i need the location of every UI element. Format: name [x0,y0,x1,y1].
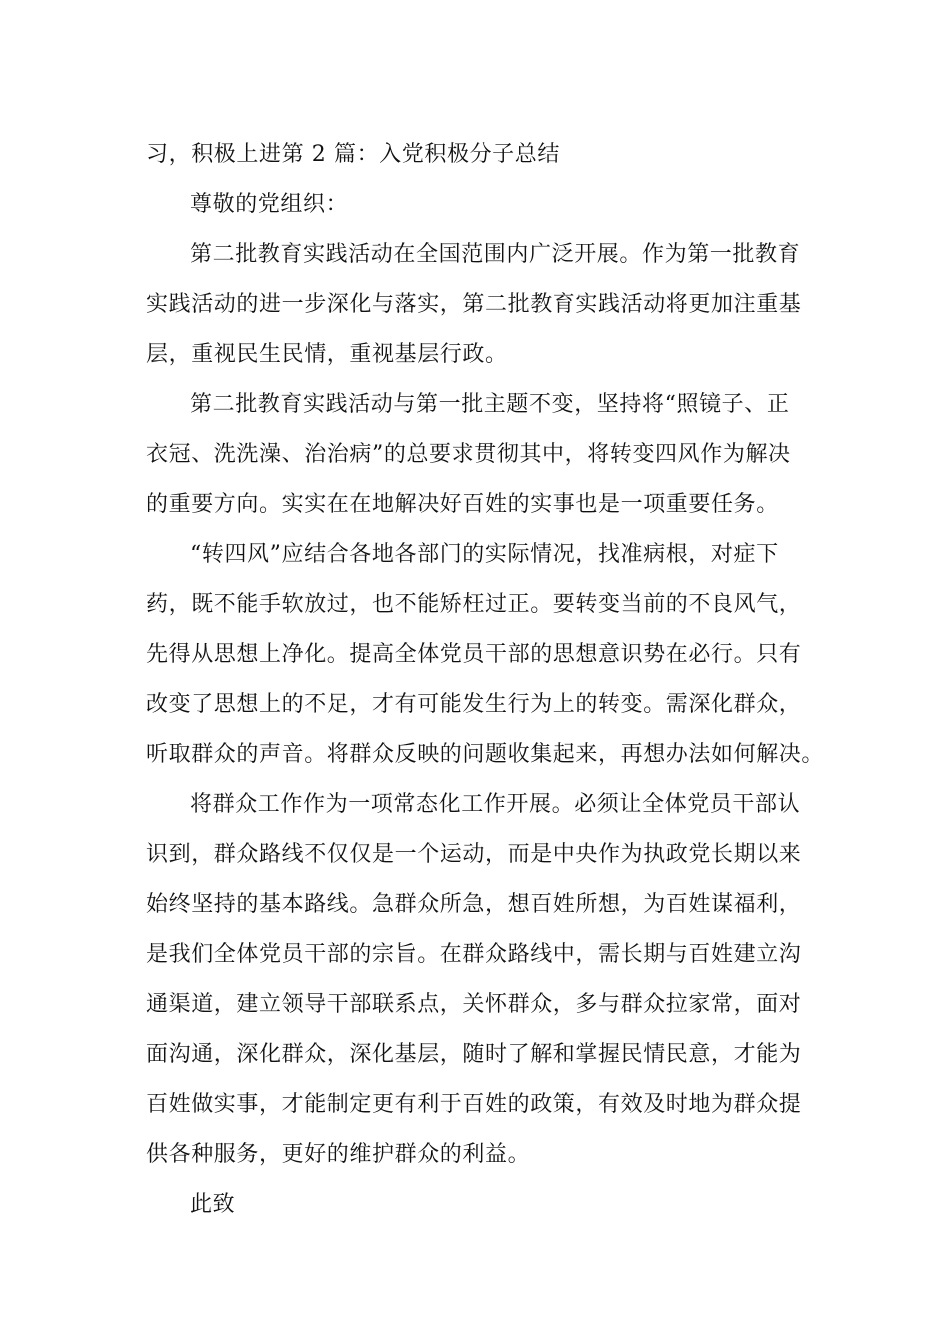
paragraph-3-line-4: 改变了思想上的不足，才有可能发生行为上的转变。需深化群众， [146,692,802,717]
paragraph-3-line-3: 先得从思想上净化。提高全体党员干部的思想意识势在必行。只有 [146,642,802,667]
paragraph-4-line-2: 识到，群众路线不仅仅是一个运动，而是中央作为执政党长期以来 [146,842,802,867]
paragraph-4-line-8: 供各种服务，更好的维护群众的利益。 [146,1142,531,1167]
paragraph-4-line-5: 通渠道，建立领导干部联系点，关怀群众，多与群众拉家常，面对 [146,992,802,1017]
paragraph-4-line-3: 始终坚持的基本路线。急群众所急，想百姓所想，为百姓谋福利， [146,892,802,917]
paragraph-1-line-2: 实践活动的进一步深化与落实，第二批教育实践活动将更加注重基 [146,292,802,317]
paragraph-1-line-1: 第二批教育实践活动在全国范围内广泛开展。作为第一批教育 [190,242,801,267]
paragraph-4-line-4: 是我们全体党员干部的宗旨。在群众路线中，需长期与百姓建立沟 [146,942,802,967]
paragraph-2-line-3: 的重要方向。实实在在地解决好百姓的实事也是一项重要任务。 [146,492,779,517]
paragraph-3-line-5: 听取群众的声音。将群众反映的问题收集起来，再想办法如何解决。 [146,742,825,767]
document-body [146,130,825,1230]
paragraph-3-line-1: “转四风”应结合各地各部门的实际情况，找准病根，对症下 [190,542,779,567]
paragraph-2-line-2: 衣冠、洗洗澡、治治病”的总要求贯彻其中，将转变四风作为解决 [146,442,791,467]
paragraph-4-line-1: 将群众工作作为一项常态化工作开展。必须让全体党员干部认 [190,792,801,817]
paragraph-2-line-1: 第二批教育实践活动与第一批主题不变，坚持将“照镜子、正 [190,392,790,417]
closing-line: 此致 [190,1192,236,1217]
paragraph-3-line-2: 药，既不能手软放过，也不能矫枉过正。要转变当前的不良风气， [146,592,802,617]
salutation-line: 尊敬的党组织： [190,192,349,217]
paragraph-4-line-7: 百姓做实事，才能制定更有利于百姓的政策，有效及时地为群众提 [146,1092,802,1117]
paragraph-4-line-6: 面沟通，深化群众，深化基层，随时了解和掌握民情民意，才能为 [146,1042,802,1067]
paragraph-1-line-3: 层，重视民生民情，重视基层行政。 [146,342,508,367]
heading-line: 习，积极上进第 2 篇：入党积极分子总结 [146,142,560,167]
